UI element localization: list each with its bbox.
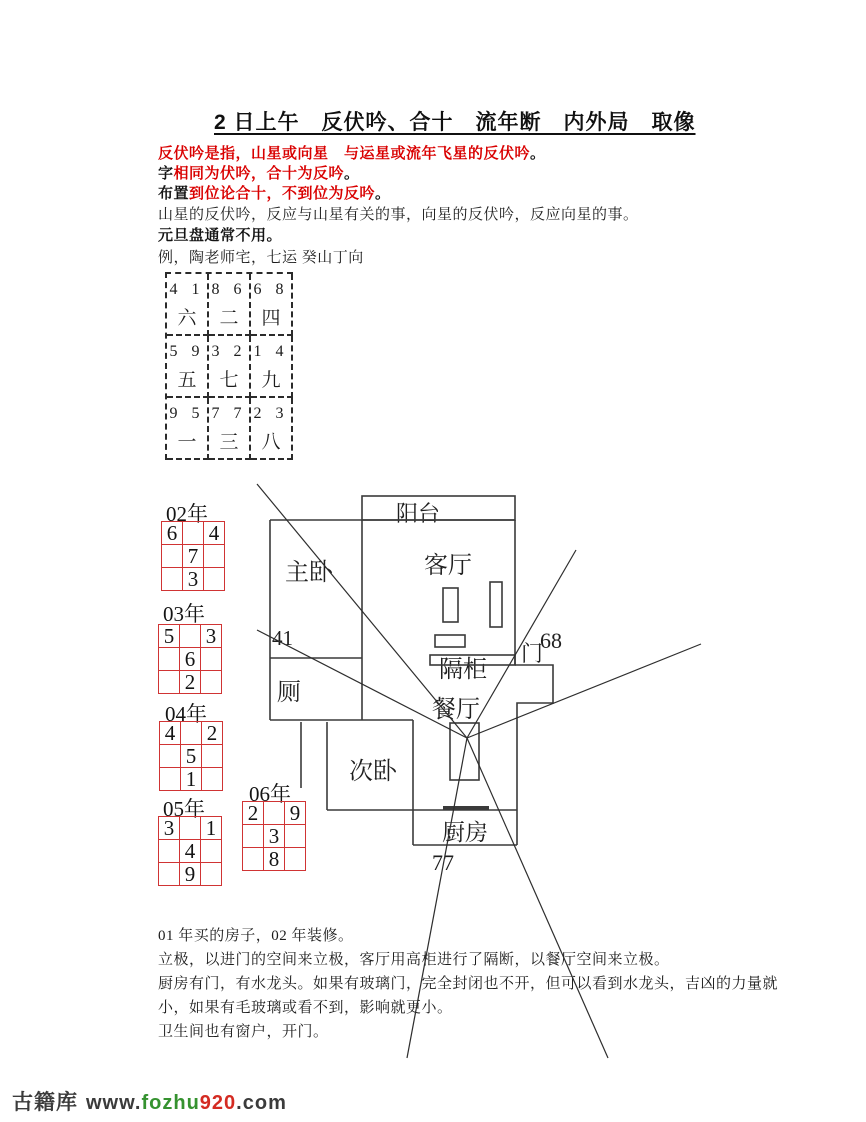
year-cell: 6 [162,522,183,545]
year-chart-grid-04 [159,721,223,791]
intro-line-3-period: 。 [375,185,391,202]
intro-line-2-red: 相同为伏吟，合十为反吟 [173,165,345,182]
year-cell [202,768,223,791]
star-pair: 6 8 [253,281,289,298]
intro-line-4: 山星的反伏吟，反应与山星有关的事，向星的反伏吟，反应向星的事。 [158,207,639,223]
year-cell: 3 [201,625,222,648]
watermark-url-green: fozhu [141,1092,200,1114]
year-chart-label-06: 06年 [249,782,291,806]
intro-line-6: 例，陶老师宅，七运 癸山丁向 [158,250,364,266]
year-cell: 5 [159,625,180,648]
year-cell [204,568,225,591]
star-pair: 3 2 [211,343,247,360]
watermark-url-tld: .com [236,1092,287,1114]
room-label-master-bedroom: 主卧 [285,560,333,586]
palace-number: 四 [261,308,281,329]
intro-line-5: 元旦盘通常不用。 [158,227,283,244]
year-chart-label-04: 04年 [165,702,207,726]
year-cell: 4 [180,840,201,863]
room-label-cabinet: 隔柜 [439,657,487,683]
flying-star-cell [209,398,251,460]
room-label-living-room: 客厅 [424,553,472,579]
ray-right [467,644,701,738]
palace-number: 三 [219,432,239,453]
year-cell [159,863,180,886]
intro-line-3 [158,182,391,203]
year-cell: 9 [285,802,306,825]
year-cell [285,825,306,848]
year-cell [201,648,222,671]
intro-line-1-red: 反伏吟是指，山星或向星 与运星或流年飞星的反伏吟 [158,145,531,162]
year-chart-grid-06 [242,801,306,871]
year-cell: 9 [180,863,201,886]
year-cell: 4 [160,722,181,745]
watermark-brand: 古籍库 [12,1091,78,1114]
flying-star-cell [251,336,293,398]
room-label-dining: 餐厅 [432,697,480,723]
palace-number: 九 [261,370,281,391]
year-cell: 2 [202,722,223,745]
year-cell: 3 [183,568,204,591]
entry-niche-outline [515,665,553,845]
year-cell [160,768,181,791]
star-pair: 2 3 [253,405,289,422]
star-pair: 1 4 [253,343,289,360]
room-label-door: 门 [521,641,544,666]
year-chart-grid-02 [161,521,225,591]
star-pair: 8 6 [211,281,247,298]
year-chart-label-05: 05年 [163,797,205,821]
stars-label-77: 77 [432,850,454,875]
year-cell [160,745,181,768]
center-point-box [450,723,479,780]
year-cell [181,722,202,745]
year-cell [243,848,264,871]
flying-star-cell [167,336,209,398]
room-label-second-bedroom: 次卧 [349,759,397,785]
flying-star-chart [165,272,293,460]
year-cell [264,802,285,825]
year-cell [183,522,204,545]
watermark-footer [12,1086,287,1116]
flying-star-cell [209,274,251,336]
palace-number: 六 [177,308,197,329]
note-line-3: 厨房有门，有水龙头。如果有玻璃门，完全封闭也不开，但可以看到水龙头，吉凶的力量就 [158,976,779,992]
year-cell [204,545,225,568]
note-line-5: 卫生间也有窗户，开门。 [158,1024,329,1040]
note-line-1: 01 年买的房子，02 年装修。 [158,928,354,944]
year-cell [159,648,180,671]
year-cell [162,568,183,591]
watermark-url-www: www. [86,1092,142,1114]
star-pair: 9 5 [169,405,205,422]
year-cell: 7 [183,545,204,568]
year-chart-label-02: 02年 [166,502,208,526]
palace-number: 二 [219,308,239,329]
year-cell [285,848,306,871]
note-line-4: 小，如果有毛玻璃或看不到，影响就更小。 [158,1000,453,1016]
flying-star-cell [251,398,293,460]
year-cell [201,863,222,886]
intro-line-3-black: 布置 [158,185,190,202]
year-cell [201,671,222,694]
palace-number: 一 [177,432,197,453]
intro-line-1 [158,142,546,163]
stars-label-41: 41 [272,626,293,650]
year-chart-label-03: 03年 [163,602,205,626]
palace-number: 五 [177,370,197,391]
year-cell [159,671,180,694]
year-cell: 1 [181,768,202,791]
furniture-rect-2 [490,582,502,627]
year-chart-grid-05 [158,816,222,886]
intro-line-2-period: 。 [344,165,360,182]
year-chart-grid-03 [158,624,222,694]
intro-line-1-period: 。 [530,145,546,162]
intro-line-2 [158,162,360,183]
star-pair: 7 7 [211,405,247,422]
year-cell [243,825,264,848]
flying-star-cell [209,336,251,398]
year-cell: 1 [201,817,222,840]
room-label-toilet: 厕 [277,680,301,706]
page-title: 2 日上午 反伏吟、合十 流年断 内外局 取像 [214,111,696,134]
star-pair: 4 1 [169,281,205,298]
year-cell: 2 [180,671,201,694]
year-cell [201,840,222,863]
furniture-rect-1 [443,588,458,622]
room-label-balcony: 阳台 [396,501,441,526]
palace-number: 七 [219,370,239,391]
flying-star-cell [167,398,209,460]
intro-line-3-red: 到位论合十，不到位为反吟 [189,185,376,202]
palace-number: 八 [261,432,281,453]
year-cell: 6 [180,648,201,671]
year-cell [180,817,201,840]
year-cell [159,840,180,863]
furniture-rect-3 [435,635,465,647]
year-cell [202,745,223,768]
year-cell [162,545,183,568]
ray-lower-right [467,738,608,1058]
year-cell: 3 [159,817,180,840]
watermark-url-red: 920 [199,1092,237,1114]
flying-star-cell [251,274,293,336]
year-cell: 3 [264,825,285,848]
note-line-2: 立极，以进门的空间来立极，客厅用高柜进行了隔断，以餐厅空间来立极。 [158,952,670,968]
stars-label-68: 68 [540,628,562,653]
year-cell: 2 [243,802,264,825]
flying-star-cell [167,274,209,336]
year-cell [180,625,201,648]
star-pair: 5 9 [169,343,205,360]
year-cell: 8 [264,848,285,871]
year-cell: 4 [204,522,225,545]
year-cell: 5 [181,745,202,768]
intro-line-2-black: 字 [158,165,174,182]
floor-plan-walls [270,496,553,845]
room-label-kitchen: 厨房 [442,820,488,845]
